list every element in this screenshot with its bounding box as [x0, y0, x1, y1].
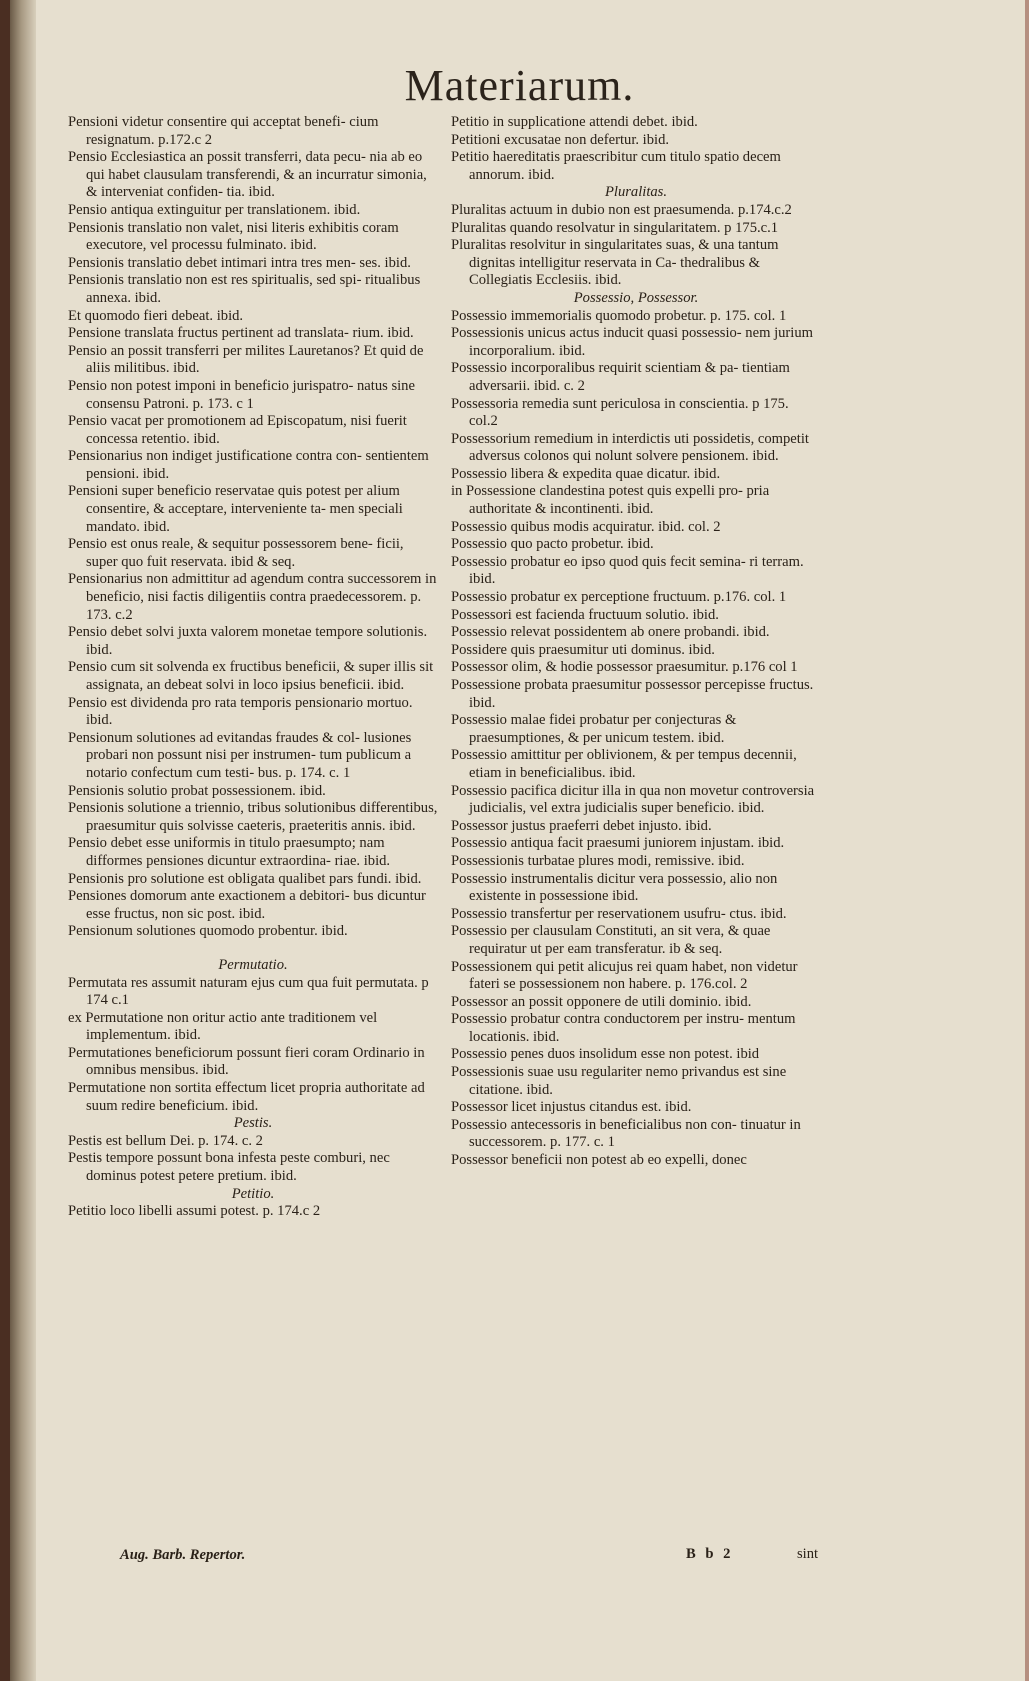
- index-entry: Pensionis solutio probat possessionem. ibid.: [68, 782, 326, 799]
- index-entry: Pluralitas quando resolvatur in singularitatem. p 175.c.1: [451, 219, 779, 236]
- index-entry: Possessor licet injustus citandus est. ibid.: [451, 1099, 692, 1116]
- index-entry: Pensionis solutione a triennio, tribus solutionibus differentibus, praesumitur quis solvisse caeteris, praeteritis annis. ibid.: [68, 800, 438, 834]
- index-entry: Pensio antiqua extinguitur per translationem. ibid.: [68, 201, 361, 218]
- index-entry: Possessio antecessoris in beneficialibus non con- tinuatur in successorem. p. 177. c. 1: [451, 1116, 801, 1151]
- index-entry: Possessio antiqua facit praesumi juniorem injustam. ibid.: [451, 835, 785, 852]
- page-title: Materiarum.: [404, 61, 635, 110]
- page-gutter: [10, 0, 36, 1681]
- index-entry: Pensionarius non admittitur ad agendum contra successorem in beneficio, nisi factis diligentiis contra praedecessorem. p. 173. c.2: [68, 571, 437, 623]
- index-entry: Pluralitas resolvitur in singularitates suas, & una tantum dignitas intelligitur reservata in Ca- thedralibus & Collegiatis Ecclesiis. ibid.: [451, 237, 779, 289]
- index-entry: Pensionis translatio non est res spiritualis, sed spi- ritualibus annexa. ibid.: [68, 272, 421, 306]
- page-edge: [1025, 0, 1029, 1681]
- index-entry: Pensiones domorum ante exactionem a debitori- bus dicuntur esse fructus, non sic post. ibid.: [68, 888, 426, 922]
- index-entry: Pensio Ecclesiastica an possit transferri, data pecu- nia ab eo qui habet clausulam transferendi, & an incurratur simonia, & interveniat confiden- tia. ibid.: [68, 149, 427, 201]
- footer-author: Aug. Barb. Repertor.: [120, 1547, 246, 1563]
- index-entry: Pensionis translatio debet intimari intra tres men- ses. ibid.: [68, 254, 411, 271]
- section-heading: Petitio.: [231, 1185, 275, 1202]
- index-entry: Pluralitas actuum in dubio non est praesumenda. p.174.c.2: [451, 201, 792, 218]
- index-entry: Possessori est facienda fructuum solutio. ibid.: [451, 606, 719, 623]
- index-entry: Petitio haereditatis praescribitur cum titulo spatio decem annorum. ibid.: [451, 149, 781, 183]
- index-entry: Permutata res assumit naturam ejus cum qua fuit permutata. p 174 c.1: [68, 974, 429, 1009]
- index-entry: Pensioni videtur consentire qui acceptat benefi- cium resignatum. p.172.c 2: [68, 114, 379, 148]
- index-entry: Possessio probatur eo ipso quod quis fecit semina- ri terram. ibid.: [451, 553, 804, 588]
- index-entry: Possessor justus praeferri debet injusto. ibid.: [451, 817, 712, 834]
- index-entry: Pensio debet solvi juxta valorem monetae tempore solutionis. ibid.: [68, 624, 428, 658]
- index-entry: Permutationes beneficiorum possunt fieri coram Ordinario in omnibus mensibus. ibid.: [68, 1044, 425, 1079]
- index-entry: Petitio in supplicatione attendi debet. ibid.: [451, 114, 698, 130]
- index-entry: Pensio an possit transferri per milites Lauretanos? Et quid de aliis militibus. ibid.: [68, 342, 424, 377]
- index-entry: ex Permutatione non oritur actio ante traditionem vel implementum. ibid.: [68, 1009, 378, 1044]
- index-entry: Possessio penes duos insolidum esse non potest. ibid: [451, 1046, 760, 1063]
- index-entry: Possessio transfertur per reservationem usufru- ctus. ibid.: [451, 905, 787, 922]
- book-page: [10, 0, 1029, 1681]
- index-entry: Pensio non potest imponi in beneficio jurispatro- natus sine consensu Patroni. p. 173. c 1: [68, 377, 415, 412]
- index-entry: Possessio quibus modis acquiratur. ibid. col. 2: [451, 518, 721, 535]
- index-entry: Possessio instrumentalis dicitur vera possessio, alio non existente in possessione ibid.: [451, 870, 778, 905]
- index-entry: Pestis est bellum Dei. p. 174. c. 2: [68, 1132, 263, 1149]
- index-entry: Possessio malae fidei probatur per conjecturas & praesumptiones, & per unicum testem. ibid.: [451, 712, 737, 746]
- index-entry: Possidere quis praesumitur uti dominus. ibid.: [451, 641, 715, 658]
- index-entry: Pensioni super beneficio reservatae quis potest per alium consentire, & acceptare, interveniente ta- men speciali mandato. ibid.: [68, 483, 403, 535]
- index-entry: Possessio incorporalibus requirit scientiam & pa- tientiam adversarii. ibid. c. 2: [451, 360, 790, 394]
- index-entry: Possessio per clausulam Constituti, an sit vera, & quae requiratur ut per eam transferatur. ib & seq.: [451, 923, 771, 957]
- catchword: sint: [797, 1546, 819, 1562]
- signature-mark: B b 2: [686, 1546, 734, 1562]
- index-entry: Possessor olim, & hodie possessor praesumitur. p.176 col 1: [451, 659, 798, 676]
- index-entry: Et quomodo fieri debeat. ibid.: [68, 307, 244, 324]
- index-entry: Pensionis pro solutione est obligata qualibet pars fundi. ibid.: [68, 870, 422, 887]
- index-entry: in Possessione clandestina potest quis expelli pro- pria authoritate & incontinenti. ibid.: [451, 483, 770, 518]
- index-entry: Possessionis turbatae plures modi, remissive. ibid.: [451, 852, 745, 869]
- index-entry: Possessio pacifica dicitur illa in qua non movetur controversia judicialis, vel extra judicialis super beneficio. ibid.: [451, 782, 815, 817]
- index-entry: Possessionis unicus actus inducit quasi possessio- nem jurium incorporalium. ibid.: [451, 325, 813, 359]
- index-entry: Possessionis suae usu regulariter nemo privandus est sine citatione. ibid.: [451, 1064, 787, 1098]
- index-entry: Pensio vacat per promotionem ad Episcopatum, nisi fuerit concessa retentio. ibid.: [68, 413, 407, 447]
- index-entry: Possessio amittitur per oblivionem, & per tempus decennii, etiam in beneficialibus. ibid.: [451, 747, 797, 781]
- index-entry: Possessio immemorialis quomodo probetur. p. 175. col. 1: [451, 307, 787, 324]
- index-entry: Pensionis translatio non valet, nisi literis exhibitis coram executore, vel processu fulminato. ibid.: [68, 219, 399, 254]
- index-entry: Pestis tempore possunt bona infesta peste comburi, nec dominus potest petere pretium. ibid.: [68, 1150, 390, 1185]
- index-entry: Possessoria remedia sunt periculosa in conscientia. p 175. col.2: [451, 395, 789, 430]
- index-entry: Possessio relevat possidentem ab onere probandi. ibid.: [451, 624, 770, 641]
- index-entry: Possessio quo pacto probetur. ibid.: [451, 536, 654, 553]
- index-entry: Possessor an possit opponere de utili dominio. ibid.: [451, 993, 752, 1010]
- section-heading: Pluralitas.: [604, 184, 668, 201]
- index-entry: Possessio libera & expedita quae dicatur. ibid.: [451, 465, 721, 482]
- section-heading: Pestis.: [233, 1115, 273, 1132]
- right-column: [451, 114, 821, 1170]
- index-entry: Pensio debet esse uniformis in titulo praesumpto; nam difformes pensiones dicuntur extraordina- riae. ibid.: [68, 835, 391, 869]
- index-entry: Petitioni excusatae non defertur. ibid.: [451, 131, 670, 148]
- index-entry: Pensio est dividenda pro rata temporis pensionario mortuo. ibid.: [68, 694, 413, 729]
- index-entry: Pensionum solutiones quomodo probentur. ibid.: [68, 923, 348, 940]
- index-entry: Permutatione non sortita effectum licet propria authoritate ad suum redire beneficium. ibid.: [68, 1080, 425, 1114]
- index-entry: Pensionarius non indiget justificatione contra con- sentientem pensioni. ibid.: [68, 448, 429, 482]
- index-entry: Possessione probata praesumitur possessor percepisse fructus. ibid.: [451, 677, 814, 711]
- index-entry: Pensio est onus reale, & sequitur possessorem bene- ficii, super quo fuit reservata. ibid & seq.: [68, 536, 404, 570]
- spacer: [68, 941, 438, 957]
- index-entry: Possessio probatur ex perceptione fructuum. p.176. col. 1: [451, 589, 787, 606]
- index-entry: Petitio loco libelli assumi potest. p. 174.c 2: [68, 1203, 321, 1220]
- index-entry: Possessorium remedium in interdictis uti possidetis, competit adversus colonos qui nolunt solvere pensionem. ibid.: [451, 430, 809, 465]
- index-entry: Possessio probatur contra conductorem per instru- mentum locationis. ibid.: [451, 1011, 796, 1045]
- left-column: [68, 114, 438, 1221]
- section-heading: Possessio, Possessor.: [573, 289, 699, 306]
- index-entry: Pensio cum sit solvenda ex fructibus beneficii, & super illis sit assignata, an debeat solvi in loco ipsius beneficii. ibid.: [68, 659, 434, 693]
- index-entry: Pensionum solutiones ad evitandas fraudes & col- lusiones probari non possunt nisi per instrumen- tum publicum a notario confectum cum testi- bus. p. 174. c. 1: [68, 729, 412, 781]
- index-entry: Pensione translata fructus pertinent ad translata- rium. ibid.: [68, 325, 414, 342]
- index-entry: Possessionem qui petit alicujus rei quam habet, non videtur fateri se possessionem non habere. p. 176.col. 2: [451, 958, 798, 993]
- index-entry: Possessor beneficii non potest ab eo expelli, donec: [451, 1152, 747, 1169]
- section-heading: Permutatio.: [218, 956, 288, 973]
